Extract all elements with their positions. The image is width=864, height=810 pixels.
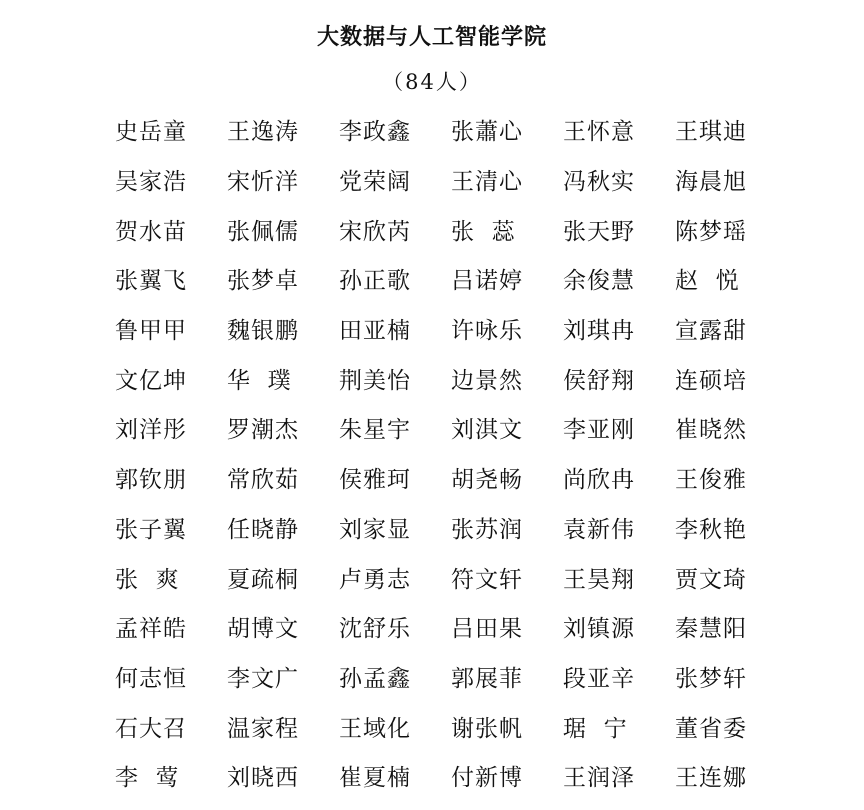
name-item: 王昊翔 <box>563 566 635 593</box>
name-item: 华 璞 <box>227 367 292 394</box>
name-item: 党荣阔 <box>339 169 411 196</box>
name-item: 刘家显 <box>339 516 411 543</box>
name-item: 符文轩 <box>451 566 523 593</box>
name-item: 刘晓西 <box>227 765 299 792</box>
name-item: 李亚刚 <box>563 417 635 444</box>
name-item: 边景然 <box>451 367 523 394</box>
name-item: 孙孟鑫 <box>339 665 411 692</box>
name-item: 夏疏桐 <box>227 566 299 593</box>
name-list <box>115 108 775 804</box>
name-item: 贺水苗 <box>115 218 187 245</box>
name-item: 张翼飞 <box>115 268 187 295</box>
name-item: 崔夏楠 <box>339 765 411 792</box>
name-item: 侯雅珂 <box>339 467 411 494</box>
name-item: 谢张帆 <box>451 715 523 742</box>
name-item: 朱星宇 <box>339 417 411 444</box>
name-item: 琚 宁 <box>563 715 628 742</box>
name-item: 王域化 <box>339 715 411 742</box>
name-item: 吴家浩 <box>115 169 187 196</box>
name-item: 张 蕊 <box>451 218 516 245</box>
name-item: 胡博文 <box>227 616 299 643</box>
name-item: 赵 悦 <box>675 268 740 295</box>
name-item: 李政鑫 <box>339 119 411 146</box>
name-item: 宋忻洋 <box>227 169 299 196</box>
name-item: 董省委 <box>675 715 747 742</box>
name-item: 田亚楠 <box>339 318 411 345</box>
name-item: 王润泽 <box>563 765 635 792</box>
name-item: 孙正歌 <box>339 268 411 295</box>
name-item: 吕诺婷 <box>451 268 523 295</box>
name-item: 尚欣冉 <box>563 467 635 494</box>
name-item: 胡尧畅 <box>451 467 523 494</box>
name-item: 罗潮杰 <box>227 417 299 444</box>
name-item: 温家程 <box>227 715 299 742</box>
name-item: 文亿坤 <box>115 367 187 394</box>
name-item: 王连娜 <box>675 765 747 792</box>
name-item: 海晨旭 <box>675 169 747 196</box>
name-item: 张梦轩 <box>675 665 747 692</box>
name-item: 沈舒乐 <box>339 616 411 643</box>
name-item: 冯秋实 <box>563 169 635 196</box>
name-item: 张子翼 <box>115 516 187 543</box>
name-item: 何志恒 <box>115 665 187 692</box>
name-item: 张 爽 <box>115 566 180 593</box>
name-item: 余俊慧 <box>563 268 635 295</box>
name-item: 吕田果 <box>451 616 523 643</box>
name-item: 史岳童 <box>115 119 187 146</box>
name-item: 刘镇源 <box>563 616 635 643</box>
name-item: 张天野 <box>563 218 635 245</box>
name-item: 王清心 <box>451 169 523 196</box>
name-item: 石大召 <box>115 715 187 742</box>
name-item: 袁新伟 <box>563 516 635 543</box>
name-item: 宣露甜 <box>675 318 747 345</box>
name-item: 秦慧阳 <box>675 616 747 643</box>
name-item: 刘淇文 <box>451 417 523 444</box>
name-item: 郭展菲 <box>451 665 523 692</box>
name-item: 王俊雅 <box>675 467 747 494</box>
name-item: 刘琪冉 <box>563 318 635 345</box>
name-item: 张佩儒 <box>227 218 299 245</box>
name-item: 连硕培 <box>675 367 747 394</box>
name-item: 侯舒翔 <box>563 367 635 394</box>
name-item: 常欣茹 <box>227 467 299 494</box>
name-item: 张梦卓 <box>227 268 299 295</box>
name-item: 王逸涛 <box>227 119 299 146</box>
name-item: 刘洋彤 <box>115 417 187 444</box>
name-item: 荆美怡 <box>339 367 411 394</box>
name-item: 李文广 <box>227 665 299 692</box>
name-item: 魏银鹏 <box>227 318 299 345</box>
name-item: 李 莺 <box>115 765 180 792</box>
name-item: 张苏润 <box>451 516 523 543</box>
page-title: 大数据与人工智能学院 <box>316 25 547 50</box>
member-count: （84人） <box>382 70 482 94</box>
name-item: 王怀意 <box>563 119 635 146</box>
name-item: 陈梦瑶 <box>675 218 747 245</box>
name-item: 贾文琦 <box>675 566 747 593</box>
name-item: 许咏乐 <box>451 318 523 345</box>
name-item: 卢勇志 <box>339 566 411 593</box>
name-item: 李秋艳 <box>675 516 747 543</box>
name-item: 孟祥皓 <box>115 616 187 643</box>
name-item: 鲁甲甲 <box>115 318 187 345</box>
name-item: 段亚辛 <box>563 665 635 692</box>
name-item: 郭钦朋 <box>115 467 187 494</box>
name-item: 任晓静 <box>227 516 299 543</box>
name-item: 王琪迪 <box>675 119 747 146</box>
name-item: 张蕭心 <box>451 119 523 146</box>
name-item: 付新博 <box>451 765 523 792</box>
name-item: 宋欣芮 <box>339 218 411 245</box>
name-item: 崔晓然 <box>675 417 747 444</box>
